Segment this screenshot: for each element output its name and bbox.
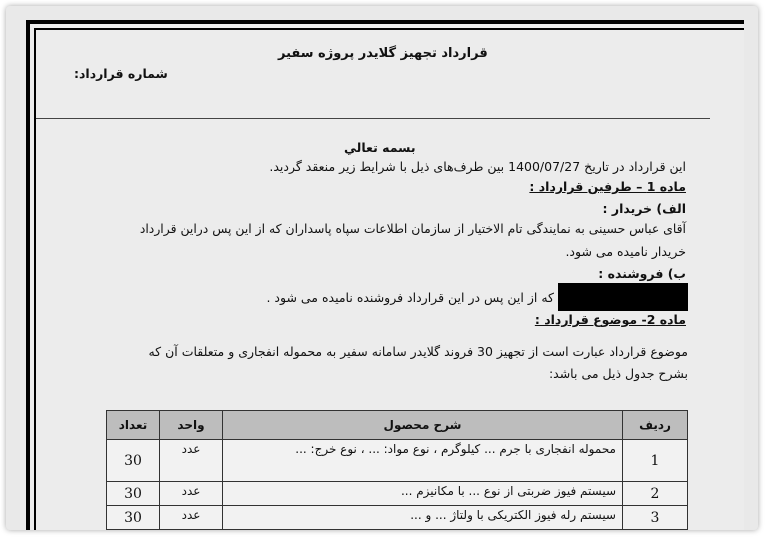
table-row [107, 506, 688, 530]
seller-label: ب) فروشنده : [598, 266, 686, 281]
row-unit: عدد [160, 506, 223, 530]
contract-title: قرارداد تجهیز گلایدر پروژه سفیر [278, 46, 488, 61]
basmala-heading: بسمه تعالي [344, 140, 416, 155]
row-quantity: 30 [107, 440, 160, 482]
buyer-text-line1: آقای عباس حسینی به نمایندگی تام الاختیار از سازمان اطلاعات سپاه پاسداران که از این پس دراین قرارداد [139, 221, 686, 236]
row-number: 1 [623, 440, 688, 482]
row-number: 3 [623, 506, 688, 530]
document-page [26, 20, 744, 530]
row-number: 2 [623, 482, 688, 506]
items-table [106, 410, 688, 530]
row-quantity: 30 [107, 482, 160, 506]
table-row [107, 440, 688, 482]
header-unit: واحد [160, 411, 223, 440]
row-unit: عدد [160, 482, 223, 506]
row-description: محموله انفجاری با جرم ... کیلوگرم ، نوع مواد: ... ، نوع خرج: ... [223, 440, 623, 482]
contract-number-label: شماره قرارداد: [74, 66, 168, 81]
border-left-inner [34, 28, 36, 530]
header-row-number: ردیف [623, 411, 688, 440]
header-description: شرح محصول [223, 411, 623, 440]
border-top-outer [26, 20, 744, 24]
redacted-seller-name [558, 283, 688, 311]
border-top-inner [34, 28, 744, 30]
row-quantity: 30 [107, 506, 160, 530]
article2-title: ماده 2- موضوع قرارداد : [534, 312, 686, 327]
header-divider [36, 118, 710, 119]
buyer-text-line2: خریدار نامیده می شود. [565, 244, 686, 259]
seller-text: که از این پس در این قرارداد فروشنده نامیده می شود . [266, 290, 554, 305]
document-frame [6, 6, 758, 530]
table-header-row [107, 411, 688, 440]
subject-line1: موضوع قرارداد عبارت است از تجهیز 30 فروند گلایدر سامانه سفیر به محموله انفجاری و متعلقات آن که [148, 344, 688, 359]
row-description: سیستم رله فیوز الکتریکی با ولتاژ ... و ... [223, 506, 623, 530]
subject-line2: بشرح جدول ذیل می باشد: [548, 366, 688, 381]
intro-paragraph: این قرارداد در تاریخ 1400/07/27 بین طرف‌های ذیل با شرایط زیر منعقد گردید. [269, 159, 686, 174]
table-row [107, 482, 688, 506]
border-left-outer [26, 20, 30, 530]
row-description: سیستم فیوز ضربتی از نوع ... با مکانیزم ... [223, 482, 623, 506]
header-quantity: تعداد [107, 411, 160, 440]
row-unit: عدد [160, 440, 223, 482]
buyer-label: الف) خریدار : [602, 201, 686, 216]
article1-title: ماده 1 – طرفین قرارداد : [529, 179, 686, 194]
